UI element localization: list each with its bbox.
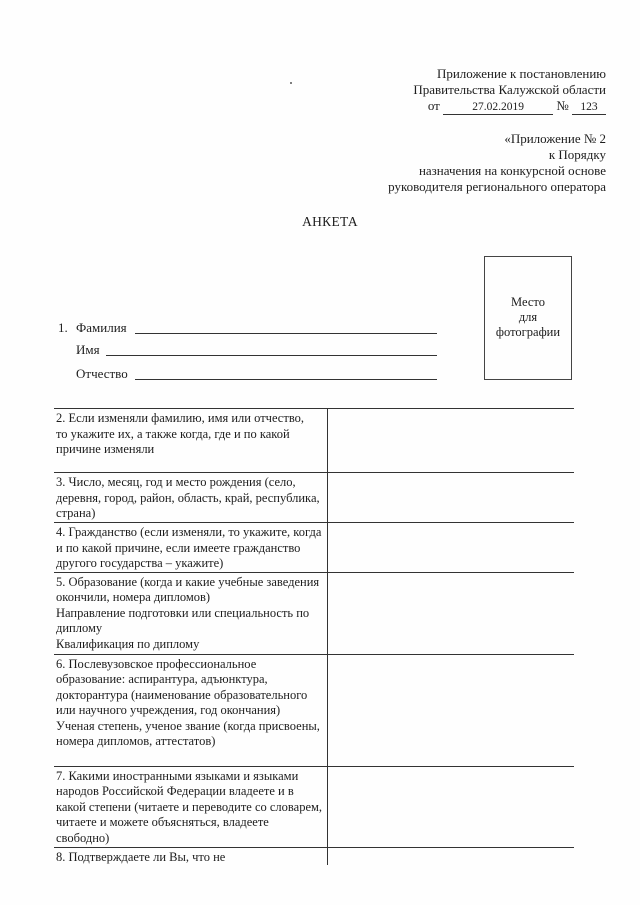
appendix-line-3: назначения на конкурсной основе	[418, 163, 606, 178]
table-row	[54, 409, 574, 473]
table-row	[54, 572, 574, 654]
resolution-header	[413, 66, 606, 115]
appendix-header	[388, 131, 606, 195]
appendix-line-4: руководителя регионального оператора	[388, 179, 606, 194]
from-label: от	[427, 98, 440, 113]
header-line-2: Правительства Калужской области	[413, 82, 606, 97]
question-cell: 7. Какими иностранными языками и языками народов Российской Федерации владеете и в какой степени (читаете и переводите со словарем, читаете и можете объясняться, владеете свободно)	[54, 766, 327, 847]
question-cell: 2. Если изменяли фамилию, имя или отчество, то укажите их, а также когда, где и по какой причине изменяли	[54, 409, 327, 473]
questionnaire-table	[54, 408, 574, 865]
resolution-date: 27.02.2019	[443, 101, 553, 115]
resolution-number: 123	[572, 101, 606, 115]
table-row	[54, 654, 574, 766]
header-line-1: Приложение к постановлению	[436, 66, 606, 81]
table-row	[54, 847, 574, 865]
answer-cell[interactable]	[327, 766, 574, 847]
answer-cell[interactable]	[327, 847, 574, 865]
surname-field[interactable]	[135, 320, 437, 334]
table-row	[54, 766, 574, 847]
question-cell: 4. Гражданство (если изменяли, то укажите, когда и по какой причине, если имеете гражданство другого государства – укажите)	[54, 523, 327, 573]
photo-line-1: Место	[511, 295, 545, 309]
question-cell: 3. Число, месяц, год и место рождения (село, деревня, город, район, область, край, республика, страна)	[54, 473, 327, 523]
photo-line-2: для	[518, 310, 538, 324]
table-row	[54, 523, 574, 573]
patronymic-field[interactable]	[135, 366, 437, 380]
scan-speck	[290, 82, 292, 84]
surname-label: Фамилия	[76, 320, 127, 335]
patronymic-label: Отчество	[76, 366, 128, 381]
answer-cell[interactable]	[327, 523, 574, 573]
question-cell: 5. Образование (когда и какие учебные заведения окончили, номера дипломов) Направление подготовки или специальность по диплому Квалификация по диплому	[54, 572, 327, 654]
appendix-line-1: «Приложение № 2	[504, 131, 606, 146]
appendix-line-2: к Порядку	[548, 147, 606, 162]
question-cell: 8. Подтверждаете ли Вы, что не	[54, 847, 327, 865]
photo-placeholder	[484, 256, 572, 380]
name-field[interactable]	[106, 342, 437, 356]
answer-cell[interactable]	[327, 409, 574, 473]
number-label: №	[556, 98, 569, 113]
photo-line-3: фотографии	[495, 325, 561, 339]
fio-number: 1.	[58, 320, 68, 335]
table-row	[54, 473, 574, 523]
answer-cell[interactable]	[327, 572, 574, 654]
header-date-line	[413, 98, 606, 115]
answer-cell[interactable]	[327, 654, 574, 766]
answer-cell[interactable]	[327, 473, 574, 523]
name-label: Имя	[76, 342, 100, 357]
page-title: АНКЕТА	[302, 214, 358, 229]
question-cell: 6. Послевузовское профессиональное образование: аспирантура, адъюнктура, докторантура (наименование образовательного или научного учреждения, год окончания) Ученая степень, ученое звание (когда присвоены, номера дипломов, аттестатов)	[54, 654, 327, 766]
